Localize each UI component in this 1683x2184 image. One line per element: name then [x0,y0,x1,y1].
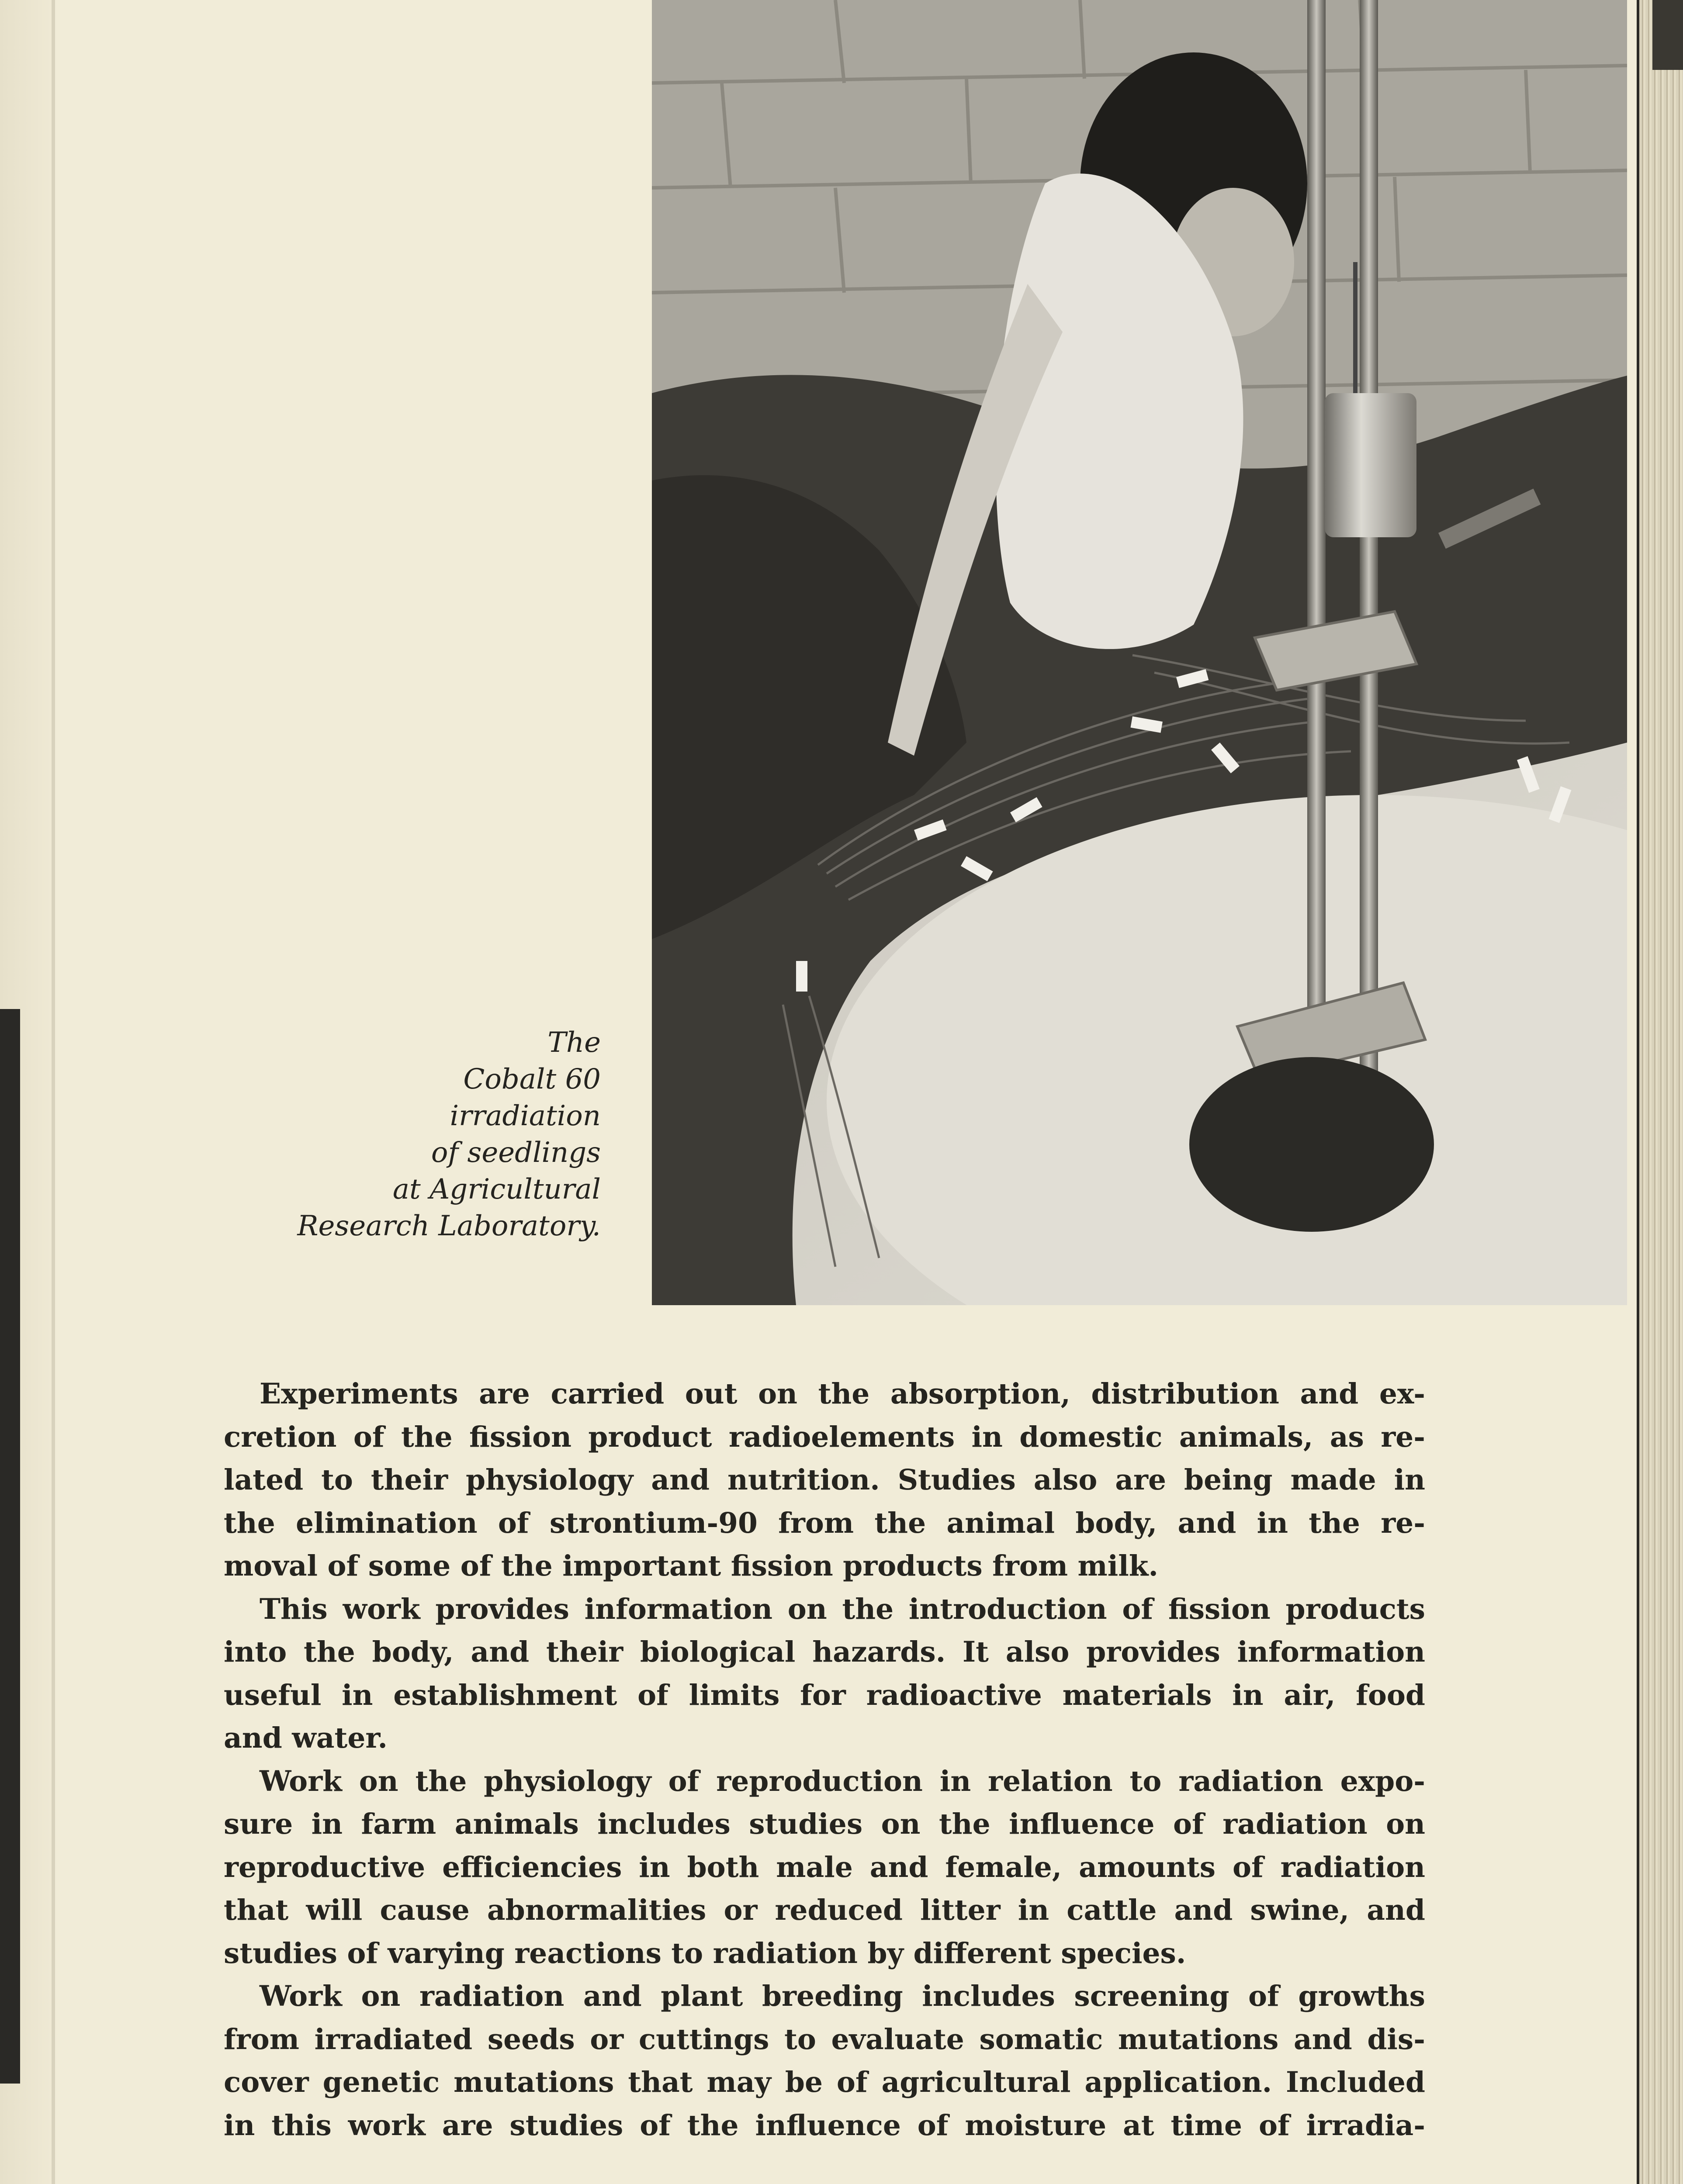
text-line: studies of varying reactions to radiation by different species. [224,1936,1186,1970]
text-line: Experiments are carried out on the absorption, distribution and ex- [260,1377,1425,1410]
text-line: cover genetic mutations that may be of agricultural application. Included [224,2066,1425,2099]
photo-caption [184,1024,601,1244]
caption-line: Cobalt 60 [463,1063,601,1095]
text-line: This work provides information on the introduction of fission products [260,1592,1425,1626]
text-line: the elimination of strontium-90 from the animal body, and in the re- [224,1506,1425,1540]
text-line: reproductive efficiencies in both male and female, amounts of radiation [224,1850,1425,1884]
text-line: moval of some of the important fission products from milk. [224,1549,1158,1583]
text-line: lated to their physiology and nutrition. Studies also are being made in [224,1463,1425,1496]
photo-illustration [652,0,1627,1305]
body-text [224,1372,1425,2147]
text-line: in this work are studies of the influence of moisture at time of irradia- [224,2108,1425,2142]
caption-line: at Agricultural [392,1173,601,1206]
text-line: from irradiated seeds or cuttings to evaluate somatic mutations and dis- [224,2022,1425,2056]
text-line: useful in establishment of limits for radioactive materials in air, food [224,1678,1425,1712]
photograph [652,0,1627,1305]
text-line: and water. [224,1721,388,1755]
page-edge-stack [1637,0,1683,2184]
binding-line [52,0,55,2184]
cobalt-source-canister [1325,393,1416,537]
text-line: Work on radiation and plant breeding includes screening of growths [260,1980,1425,2013]
text-line: into the body, and their biological hazards. It also provides information [224,1635,1425,1669]
caption-line: The [547,1026,601,1059]
text-line: sure in farm animals includes studies on the influence of radiation on [224,1807,1425,1841]
caption-line: Research Laboratory. [297,1210,601,1242]
source-well-opening [1189,1057,1434,1232]
caption-line: of seedlings [431,1137,601,1169]
edge-tab [0,1009,20,2084]
text-line: cretion of the fission product radioelements in domestic animals, as re- [224,1420,1425,1454]
text-line: that will cause abnormalities or reduced litter in cattle and swine, and [224,1894,1425,1927]
page-edge-corner [1652,0,1683,70]
text-line: Work on the physiology of reproduction in relation to radiation expo- [260,1764,1425,1798]
caption-line: irradiation [450,1100,601,1132]
